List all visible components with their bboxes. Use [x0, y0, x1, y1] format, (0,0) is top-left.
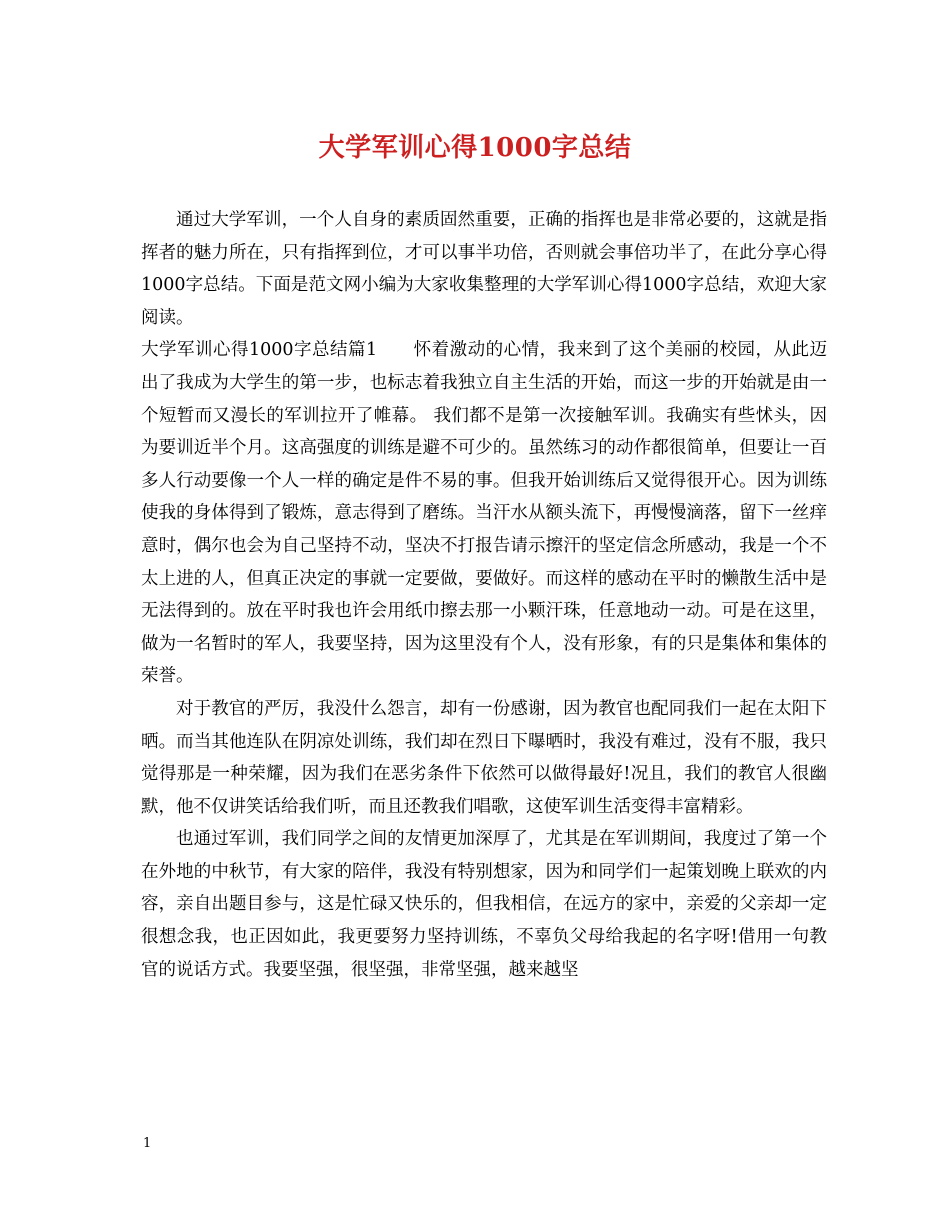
document-title: 大学军训心得1000字总结	[318, 133, 632, 163]
paragraph-3: 也通过军训，我们同学之间的友情更加深厚了，尤其是在军训期间，我度过了第一个在外地的中秋节，有大家的陪伴，我没有特别想家，因为和同学们一起策划晚上联欢的内容，亲自出题目参与，这是忙碌又快乐的，但我相信，在远方的家中，亲爱的父亲却一定很想念我，也正因如此，我更要努力坚持训练，不辜负父母给我起的名字呀!借用一句教官的说话方式。我要坚强，很坚强，非常坚强，越来越坚	[141, 829, 827, 980]
document-body	[141, 204, 827, 986]
paragraph-2: 对于教官的严厉，我没什么怨言，却有一份感谢，因为教官也配同我们一起在太阳下晒。而当其他连队在阴凉处训练，我们却在烈日下曝晒时，我没有难过，没有不服，我只觉得那是一种荣耀，因为我们在恶劣条件下依然可以做得最好!况且，我们的教官人很幽默，他不仅讲笑话给我们听，而且还教我们唱歌，这使军训生活变得丰富精彩。	[141, 698, 827, 817]
intro-paragraph: 通过大学军训，一个人自身的素质固然重要，正确的指挥也是非常必要的，这就是指挥者的魅力所在，只有指挥到位，才可以事半功倍，否则就会事倍功半了，在此分享心得1000字总结。下面是范文网小编为大家收集整理的大学军训心得1000字总结，欢迎大家阅读。	[141, 210, 827, 328]
section-paragraph	[141, 334, 827, 693]
paragraph-1: 怀着激动的心情，我来到了这个美丽的校园，从此迈出了我成为大学生的第一步，也标志着我独立自主生活的开始，而这一步的开始就是由一个短暂而又漫长的军训拉开了帷幕。 我们都不是第一次接触军训。我确实有些怵头，因为要训近半个月。这高强度的训练是避不可少的。虽然练习的动作都很简单，但要让一百多人行动要像一个人一样的确定是件不易的事。但我开始训练后又觉得很开心。因为训练使我的身体得到了锻炼，意志得到了磨练。当汗水从额头流下，再慢慢滴落，留下一丝痒意时，偶尔也会为自己坚持不动，坚决不打报告请示擦汗的坚定信念所感动，我是一个不太上进的人，但真正决定的事就一定要做，要做好。而这样的感动在平时的懒散生活中是无法得到的。放在平时我也许会用纸巾擦去那一小颗汗珠，任意地动一动。可是在这里，做为一名暂时的军人，我要坚持，因为这里没有个人，没有形象，有的只是集体和集体的荣誉。	[141, 340, 828, 687]
page-number: 1	[143, 1136, 152, 1151]
section-heading: 大学军训心得1000字总结篇1	[141, 340, 378, 361]
